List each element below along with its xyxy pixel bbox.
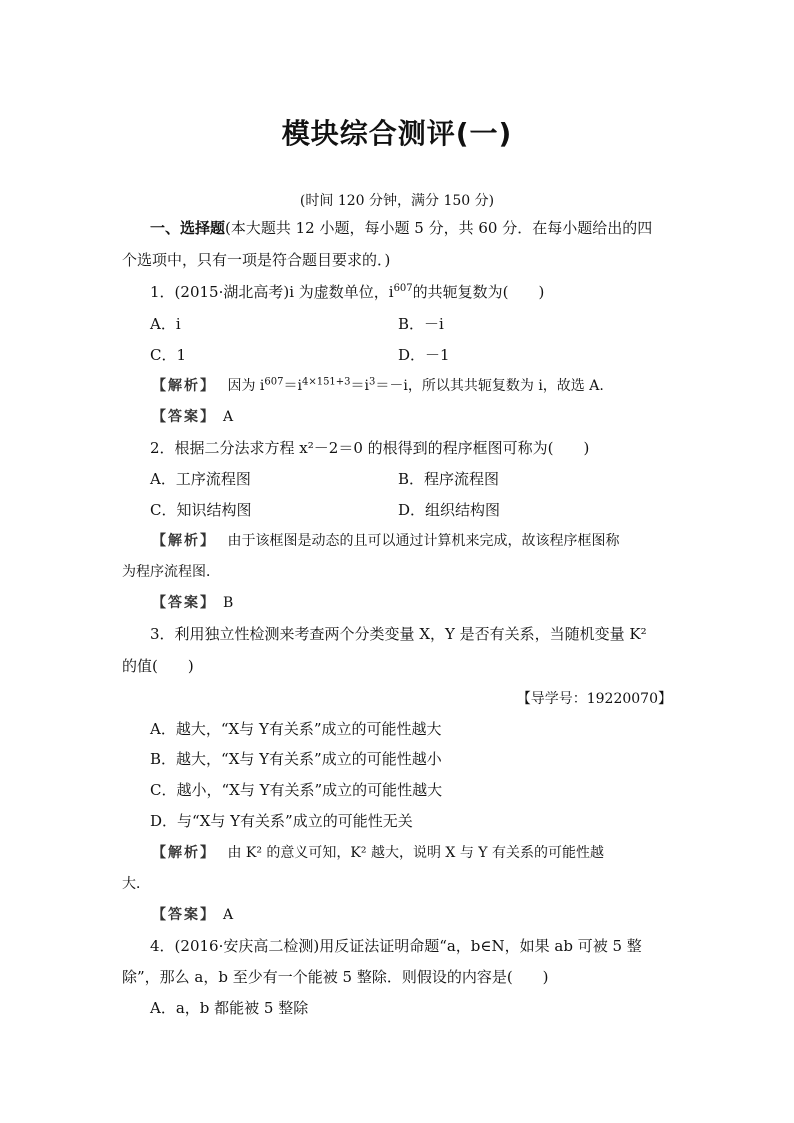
answer-label: 【答案】 (152, 907, 209, 923)
question-1-option-a: A．i (150, 315, 181, 333)
question-3-answer: 【答案】 A (152, 907, 234, 923)
answer-label: 【答案】 (152, 409, 209, 425)
guide-number: 【导学号：19220070】 (516, 691, 672, 707)
question-2-answer: 【答案】 B (152, 595, 234, 611)
question-4-stem-line-2: 除”，那么 a，b 至少有一个能被 5 整除．则假设的内容是( ) (122, 968, 549, 986)
question-4-stem-line-1: 4．(2016·安庆高二检测)用反证法证明命题“a，b∈N，如果 ab 可被 5 整 (150, 937, 642, 955)
question-2-option-b: B．程序流程图 (398, 470, 500, 488)
section-heading: 一、选择题 (150, 219, 226, 237)
analysis-label: 【解析】 (152, 533, 209, 549)
question-1-option-b: B．－i (398, 315, 444, 333)
question-3-analysis-line-2: 大． (122, 876, 150, 892)
question-1-option-d: D．－1 (398, 346, 450, 364)
question-1-stem: 1．(2015·湖北高考)i 为虚数单位，$i^{607}$的共轭复数为( ) (150, 283, 545, 301)
question-2-option-c: C．知识结构图 (150, 501, 252, 519)
question-1-option-c: C．1 (150, 346, 187, 364)
page-title: 模块综合测评(一) (281, 117, 513, 150)
question-2-analysis-line-2: 为程序流程图． (122, 564, 220, 580)
analysis-label: 【解析】 (152, 378, 209, 394)
question-3-option-d: D．与“X与 Y有关系”成立的可能性无关 (150, 812, 413, 830)
question-1-analysis: 【解析】 因为 $i^{607}=i^{4\times 151+3}=i^3=-i$，所以其共轭复数为 i，故选 A. (152, 376, 604, 394)
question-2-option-d: D．组织结构图 (398, 501, 501, 519)
question-2-stem: 2．根据二分法求方程 x²－2＝0 的根得到的程序框图可称为( ) (150, 439, 590, 457)
question-3-stem-line-1: 3．利用独立性检测来考查两个分类变量 X，Y 是否有关系，当随机变量 K² (150, 625, 647, 643)
section-instructions-line-2: 个选项中，只有一项是符合题目要求的．) (122, 251, 391, 269)
question-1-answer: 【答案】 A (152, 409, 234, 425)
question-3-stem-line-2: 的值( ) (122, 657, 194, 675)
question-4-option-a: A．a，b 都能被 5 整除 (150, 999, 309, 1017)
question-2-option-a: A．工序流程图 (150, 470, 251, 488)
question-2-analysis-line-1: 【解析】 由于该框图是动态的且可以通过计算机来完成，故该程序框图称 (152, 533, 620, 549)
section-instructions-line-1: 一、选择题(本大题共 12 小题，每小题 5 分，共 60 分．在每小题给出的四 (150, 219, 653, 237)
question-3-analysis-line-1: 【解析】 由 K² 的意义可知，K² 越大，说明 X 与 Y 有关系的可能性越 (152, 845, 604, 861)
exam-meta: (时间 120 分钟，满分 150 分) (299, 193, 495, 209)
question-3-option-c: C．越小，“X与 Y有关系”成立的可能性越大 (150, 781, 443, 799)
answer-label: 【答案】 (152, 595, 209, 611)
question-3-option-b: B．越大，“X与 Y有关系”成立的可能性越小 (150, 750, 442, 768)
question-3-option-a: A．越大，“X与 Y有关系”成立的可能性越大 (150, 720, 442, 738)
analysis-label: 【解析】 (152, 845, 209, 861)
